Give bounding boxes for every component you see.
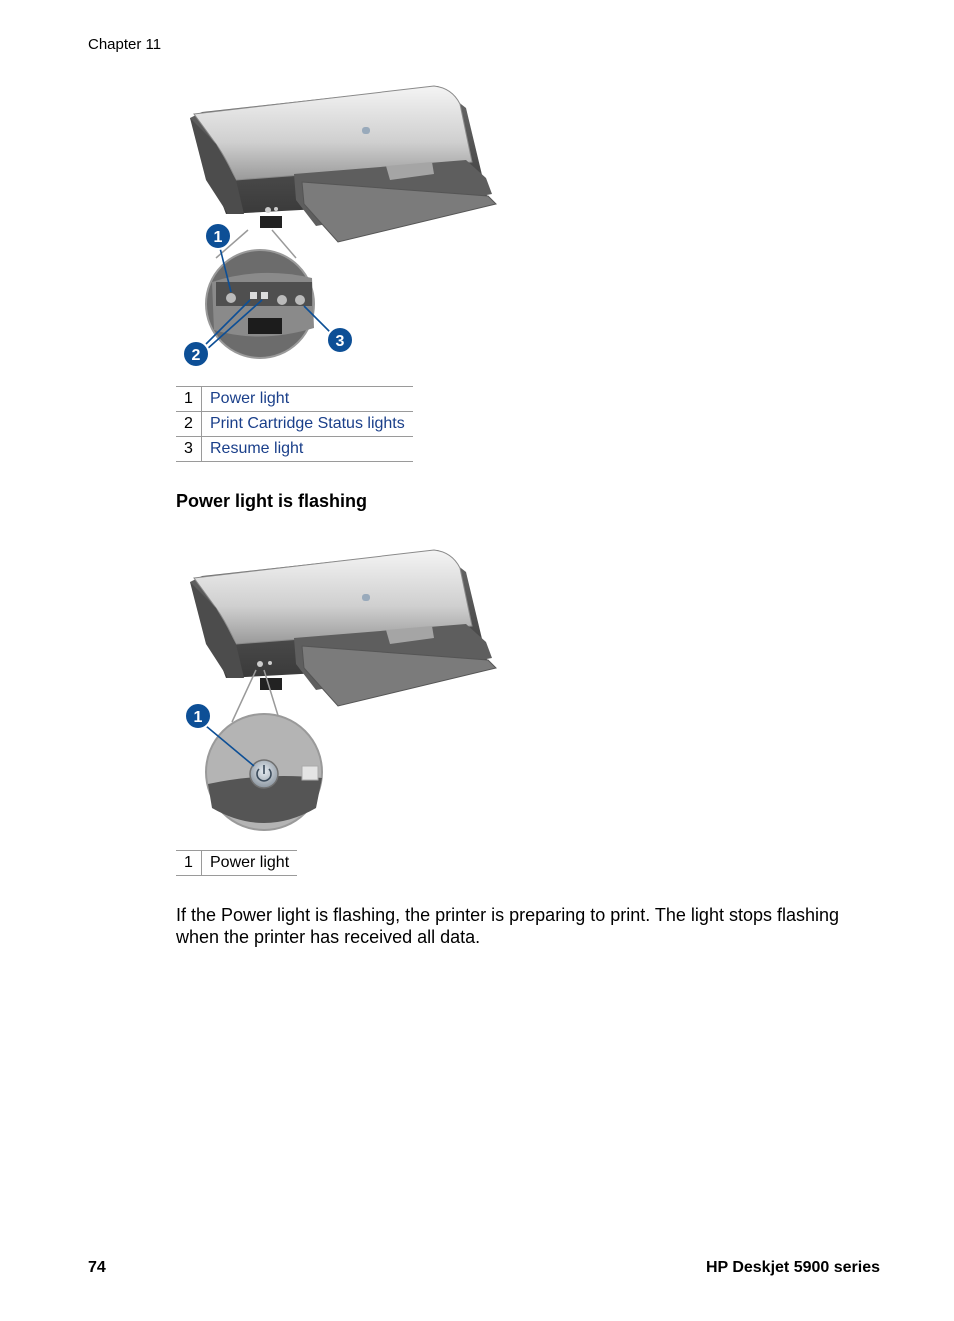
legend-number: 1	[176, 851, 202, 876]
legend-label: Power light	[202, 851, 298, 876]
table-row	[176, 387, 413, 412]
power-light-link[interactable]: Power light	[210, 390, 290, 407]
callout-1-icon	[205, 223, 231, 249]
legend-number: 2	[176, 412, 202, 437]
figure-2-legend-table	[176, 850, 297, 876]
callout-number: 3	[335, 333, 345, 350]
chapter-header: Chapter 11	[88, 36, 162, 53]
printer-lights-illustration	[176, 82, 506, 378]
body-paragraph: If the Power light is flashing, the printer is preparing to print. The light stops flashing when the printer has received all data.	[176, 905, 840, 947]
legend-number: 3	[176, 437, 202, 462]
callout-2-icon	[183, 341, 209, 367]
table-row	[176, 851, 297, 876]
footer-product-title: HP Deskjet 5900 series	[705, 1259, 880, 1276]
power-light-illustration	[176, 546, 506, 836]
printer-body	[190, 86, 496, 242]
print-cartridge-status-lights-link[interactable]: Print Cartridge Status lights	[210, 415, 405, 432]
callout-3-icon	[327, 327, 353, 353]
table-row	[176, 412, 413, 437]
resume-light-link[interactable]: Resume light	[210, 440, 304, 457]
table-row	[176, 437, 413, 462]
callout-number: 1	[213, 229, 223, 246]
callout-number: 2	[191, 347, 201, 364]
callout-1-icon	[185, 703, 211, 729]
legend-number: 1	[176, 387, 202, 412]
printer-body	[190, 550, 496, 706]
callout-number: 1	[193, 709, 203, 726]
page-number: 74	[88, 1259, 106, 1276]
magnified-power-button	[206, 670, 322, 830]
figure-1-legend-table	[176, 386, 413, 462]
section-heading: Power light is flashing	[176, 491, 368, 511]
